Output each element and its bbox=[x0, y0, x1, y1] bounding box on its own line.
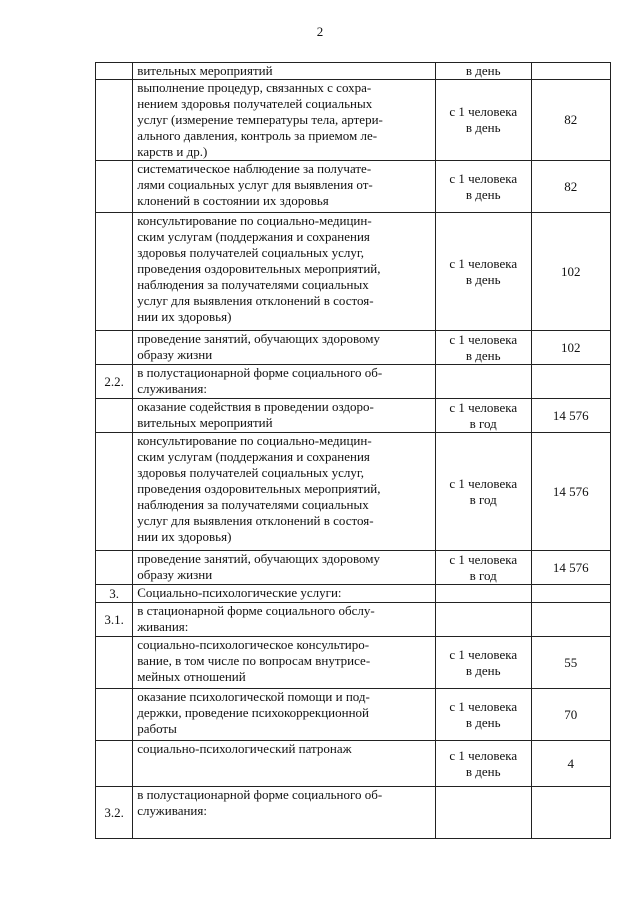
service-description-text: проведение занятий, обучающих здоровому образу жизни bbox=[137, 331, 380, 362]
tariff-value-text: 82 bbox=[564, 112, 578, 127]
tariff-value-text: 14 576 bbox=[552, 407, 589, 423]
row-number bbox=[96, 585, 133, 603]
table-row bbox=[96, 585, 611, 603]
table-row bbox=[96, 80, 611, 161]
service-description bbox=[133, 741, 436, 787]
unit-of-measure-text: с 1 человека в день bbox=[449, 255, 518, 287]
table-row bbox=[96, 603, 611, 637]
unit-of-measure bbox=[435, 603, 531, 637]
service-description-text: вительных мероприятий bbox=[137, 63, 273, 78]
table-row bbox=[96, 331, 611, 365]
tariff-value-text: 102 bbox=[561, 339, 581, 355]
table-row bbox=[96, 365, 611, 399]
tariff-value-text: 82 bbox=[564, 178, 578, 194]
unit-of-measure-text: с 1 человека в день bbox=[449, 170, 518, 202]
table-row bbox=[96, 689, 611, 741]
unit-of-measure bbox=[435, 551, 531, 585]
unit-of-measure bbox=[435, 63, 531, 80]
row-number bbox=[96, 603, 133, 637]
unit-of-measure-text: с 1 человека в день bbox=[449, 331, 518, 363]
table-row bbox=[96, 787, 611, 839]
service-description-text: оказание содействия в проведении оздоро- вительных мероприятий bbox=[137, 399, 374, 430]
service-description bbox=[133, 637, 436, 689]
service-description bbox=[133, 787, 436, 839]
service-description bbox=[133, 689, 436, 741]
unit-of-measure bbox=[435, 585, 531, 603]
tariff-value bbox=[531, 365, 611, 399]
unit-of-measure bbox=[435, 399, 531, 433]
unit-of-measure bbox=[435, 689, 531, 741]
tariff-table bbox=[95, 62, 611, 839]
tariff-value bbox=[531, 161, 611, 213]
row-number bbox=[96, 689, 133, 741]
service-description-text: проведение занятий, обучающих здоровому образу жизни bbox=[137, 551, 380, 582]
table-row bbox=[96, 741, 611, 787]
tariff-value bbox=[531, 741, 611, 787]
service-description-text: в полустационарной форме социального об- служивания: bbox=[137, 365, 383, 396]
unit-of-measure-text: с 1 человека в год bbox=[449, 475, 518, 507]
row-number bbox=[96, 433, 133, 551]
row-number bbox=[96, 551, 133, 585]
tariff-value bbox=[531, 399, 611, 433]
service-description-text: систематическое наблюдение за получате- лями социальных услуг для выявления от- клонений в состоянии их здоровья bbox=[137, 161, 373, 208]
service-description bbox=[133, 80, 436, 161]
service-description-text: социально-психологический патронаж bbox=[137, 741, 352, 756]
table-row bbox=[96, 213, 611, 331]
unit-of-measure bbox=[435, 787, 531, 839]
service-description bbox=[133, 603, 436, 637]
unit-of-measure-text: с 1 человека в день bbox=[449, 698, 518, 730]
row-number-text: 3.1. bbox=[104, 611, 124, 627]
service-description bbox=[133, 63, 436, 80]
unit-of-measure bbox=[435, 365, 531, 399]
service-description-text: Социально-психологические услуги: bbox=[137, 585, 342, 600]
tariff-value bbox=[531, 551, 611, 585]
service-description-text: оказание психологической помощи и под- держки, проведение психокоррекционной работы bbox=[137, 689, 370, 736]
unit-of-measure-text: с 1 человека в год bbox=[449, 399, 518, 431]
tariff-value bbox=[531, 603, 611, 637]
row-number bbox=[96, 399, 133, 433]
tariff-value-text: 14 576 bbox=[552, 559, 589, 575]
row-number bbox=[96, 63, 133, 80]
tariff-value-text: 14 576 bbox=[552, 483, 589, 499]
unit-of-measure-text: в день bbox=[465, 63, 501, 78]
service-description-text: в стационарной форме социального обслу- живания: bbox=[137, 603, 375, 634]
unit-of-measure bbox=[435, 331, 531, 365]
table-row bbox=[96, 433, 611, 551]
row-number bbox=[96, 787, 133, 839]
service-description-text: консультирование по социально-медицин- ским услугам (поддержания и сохранения здоровья получателей социальных услуг, проведения оздоровительных мероприятий, наблюдения за получателями социальных услуг для выявления отклонений в состоя- нии их здоровья) bbox=[137, 433, 381, 544]
service-description bbox=[133, 433, 436, 551]
row-number bbox=[96, 365, 133, 399]
tariff-value bbox=[531, 63, 611, 80]
tariff-value bbox=[531, 213, 611, 331]
service-description-text: консультирование по социально-медицин- ским услугам (поддержания и сохранения здоровья получателей социальных услуг, проведения оздоровительных мероприятий, наблюдения за получателями социальных услуг для выявления отклонений в состоя- нии их здоровья) bbox=[137, 213, 381, 324]
tariff-value bbox=[531, 689, 611, 741]
unit-of-measure-text: с 1 человека в день bbox=[449, 747, 518, 779]
unit-of-measure-text: с 1 человека в день bbox=[449, 646, 518, 678]
table-row bbox=[96, 399, 611, 433]
row-number bbox=[96, 213, 133, 331]
tariff-value-text: 4 bbox=[567, 755, 574, 771]
row-number bbox=[96, 331, 133, 365]
table-row bbox=[96, 161, 611, 213]
table-row bbox=[96, 63, 611, 80]
service-description bbox=[133, 585, 436, 603]
unit-of-measure bbox=[435, 637, 531, 689]
service-description bbox=[133, 161, 436, 213]
service-description bbox=[133, 365, 436, 399]
table-row bbox=[96, 551, 611, 585]
tariff-value-text: 55 bbox=[564, 654, 578, 670]
tariff-value bbox=[531, 637, 611, 689]
tariff-value bbox=[531, 585, 611, 603]
table-row bbox=[96, 637, 611, 689]
unit-of-measure bbox=[435, 433, 531, 551]
row-number bbox=[96, 80, 133, 161]
service-description bbox=[133, 213, 436, 331]
service-description-text: выполнение процедур, связанных с сохра- нением здоровья получателей социальных услуг (измерение температуры тела, артери- ального давления, контроль за приемом ле- карств и др.) bbox=[137, 80, 383, 159]
unit-of-measure-text: с 1 человека в день bbox=[449, 104, 518, 135]
service-description-text: социально-психологическое консультиро- вание, в том числе по вопросам внутрисе- мейных отношений bbox=[137, 637, 371, 684]
row-number bbox=[96, 637, 133, 689]
tariff-value bbox=[531, 331, 611, 365]
unit-of-measure bbox=[435, 213, 531, 331]
unit-of-measure bbox=[435, 80, 531, 161]
unit-of-measure bbox=[435, 161, 531, 213]
row-number-text: 3. bbox=[109, 585, 119, 601]
unit-of-measure-text: с 1 человека в год bbox=[449, 551, 518, 583]
tariff-value-text: 102 bbox=[561, 263, 581, 279]
tariff-value bbox=[531, 433, 611, 551]
tariff-value bbox=[531, 80, 611, 161]
service-description-text: в полустационарной форме социального об- служивания: bbox=[137, 787, 383, 818]
tariff-value bbox=[531, 787, 611, 839]
page-number: 2 bbox=[316, 24, 324, 39]
service-description bbox=[133, 399, 436, 433]
row-number bbox=[96, 161, 133, 213]
row-number bbox=[96, 741, 133, 787]
row-number-text: 3.2. bbox=[104, 804, 124, 820]
row-number-text: 2.2. bbox=[104, 373, 124, 389]
service-description bbox=[133, 551, 436, 585]
unit-of-measure bbox=[435, 741, 531, 787]
tariff-value-text: 70 bbox=[564, 706, 578, 722]
service-description bbox=[133, 331, 436, 365]
